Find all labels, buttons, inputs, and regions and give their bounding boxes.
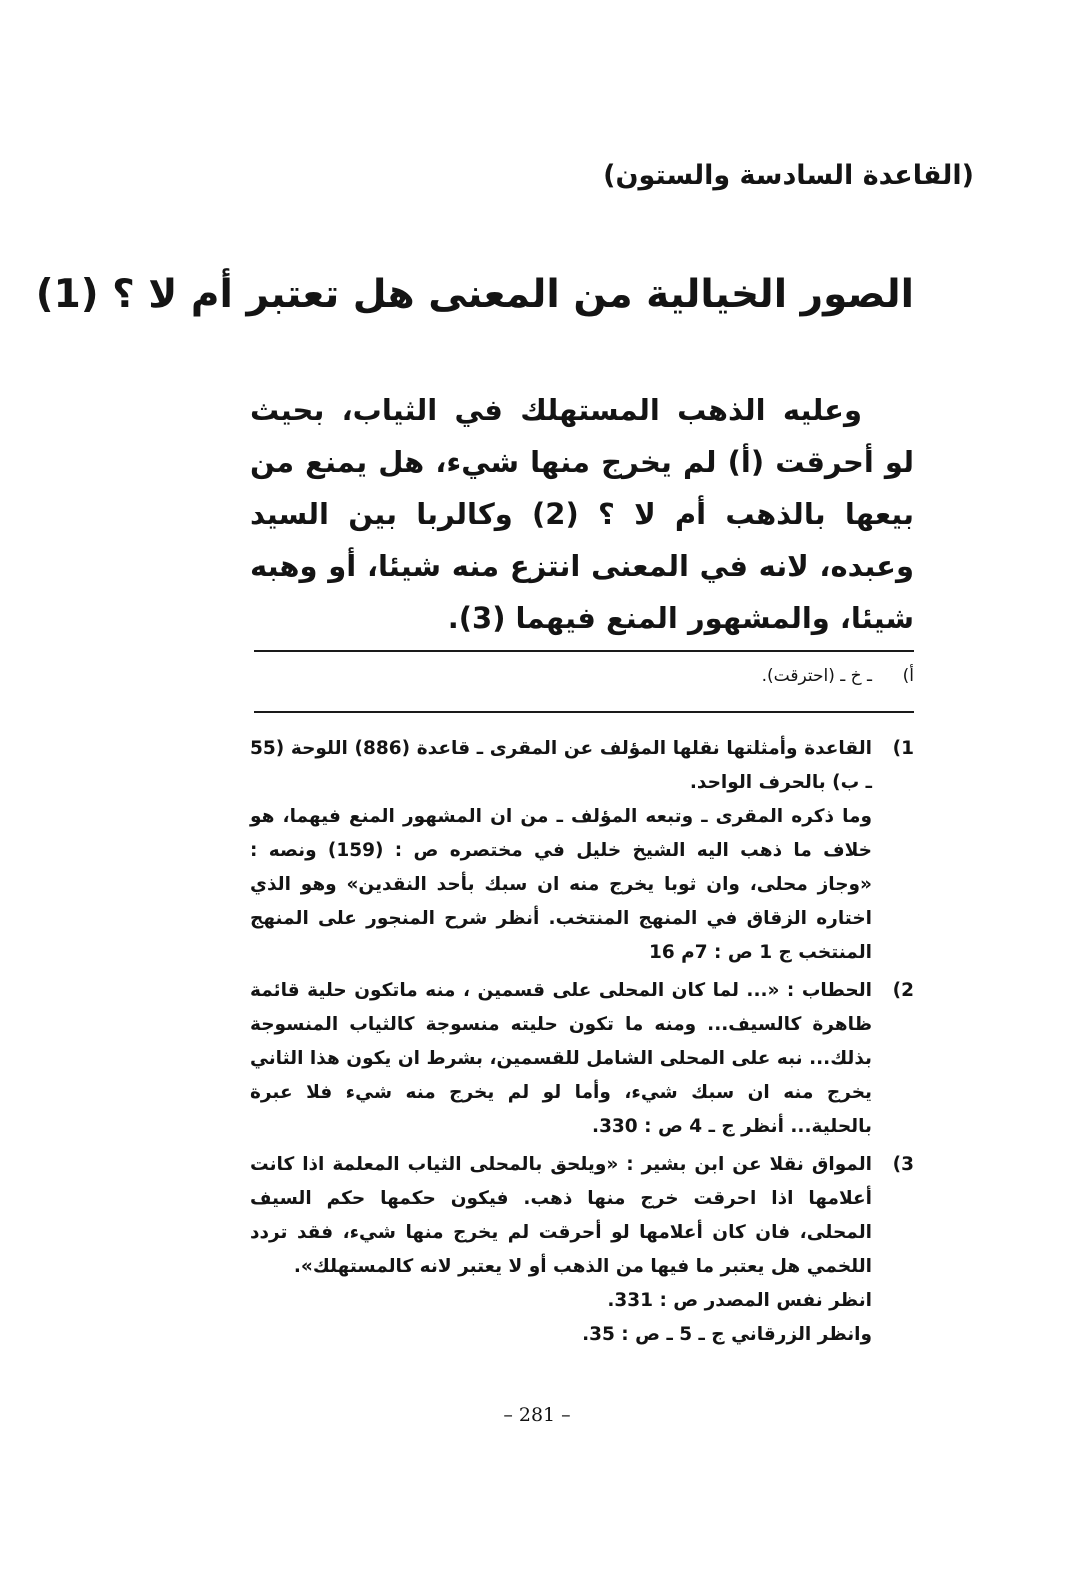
footnote-number: 1) bbox=[892, 738, 914, 759]
footnote-paragraph: وانظر الزرقاني ج ـ 5 ـ ص : 35. bbox=[582, 1324, 872, 1345]
rule-title: الصور الخيالية من المعنى هل تعتبر أم لا ؟ (1) bbox=[35, 272, 914, 317]
footnote-number: 3) bbox=[892, 1154, 914, 1175]
footnote-number: 2) bbox=[892, 980, 914, 1001]
footnote-paragraph: القاعدة وأمثلتها نقلها المؤلف عن المقرى ـ قاعدة (886) اللوحة (55 ـ ب) بالحرف الواحد. bbox=[250, 738, 872, 793]
variant-marker: أ) bbox=[902, 666, 914, 686]
variant-text: ـ خ ـ (احترقت). bbox=[761, 666, 872, 686]
footnote-paragraph: وما ذكره المقرى ـ وتبعه المؤلف ـ من ان المشهور المنع فيهما، هو خلاف ما ذهب اليه الشيخ خليل في مختصره ص : (159) ونصه : «وجاز محلى، وان ثوبا يخرج منه ان سبك بأحد النقدين» وهو الذي اختاره الزقاق في المنهج المنتخب. أنظر شرح المنجور على المنهج المنتخب ج 1 ص : 7م 16 bbox=[250, 806, 873, 963]
main-text bbox=[250, 384, 914, 644]
chapter-heading: (القاعدة السادسة والستون) bbox=[603, 160, 974, 191]
footnotes bbox=[250, 732, 914, 1356]
variant-note bbox=[254, 666, 914, 686]
footnote-paragraph: انظر نفس المصدر ص : 331. bbox=[607, 1290, 872, 1311]
footnote-paragraph: المواق نقلا عن ابن بشير : «ويلحق بالمحلى الثياب المعلمة اذا كانت أعلامها اذا احرقت خرج منها ذهب. فيكون حكمها حكم السيف المحلى، فان كان أعلامها لو أحرقت لم يخرج منها شيء، فقد تردد اللخمي هل يعتبر ما فيها من الذهب أو لا يعتبر لانه كالمستهلك». bbox=[250, 1154, 872, 1277]
main-paragraph: وعليه الذهب المستهلك في الثياب، بحيث لو أحرقت (أ) لم يخرج منها شيء، هل يمنع من بيعها بالذهب أم لا ؟ (2) وكالربا بين السيد وعبده، لانه في المعنى انتزع منه شيئا، أو وهبه شيئا، والمشهور المنع فيهما (3). bbox=[250, 393, 914, 635]
page-number: – 281 – bbox=[503, 1404, 571, 1426]
footnote-2 bbox=[250, 974, 914, 1144]
footnote-1 bbox=[250, 732, 914, 970]
footnote-paragraph: الحطاب : «... لما كان المحلى على قسمين ، منه ماتكون حلية قائمة ظاهرة كالسيف... ومنه ما تكون حليته منسوجة كالثياب المنسوجة بذلك... نبه على المحلى الشامل للقسمين، بشرط ان يكون هذا الثاني يخرج منه ان سبك شيء، وأما لو لم يخرج منه شيء فلا عبرة بالحلية... أنظر ج ـ 4 ص : 330. bbox=[250, 980, 872, 1137]
footnote-separator-bottom bbox=[254, 711, 914, 713]
footnote-separator-top bbox=[254, 650, 914, 652]
footnote-3 bbox=[250, 1148, 914, 1352]
